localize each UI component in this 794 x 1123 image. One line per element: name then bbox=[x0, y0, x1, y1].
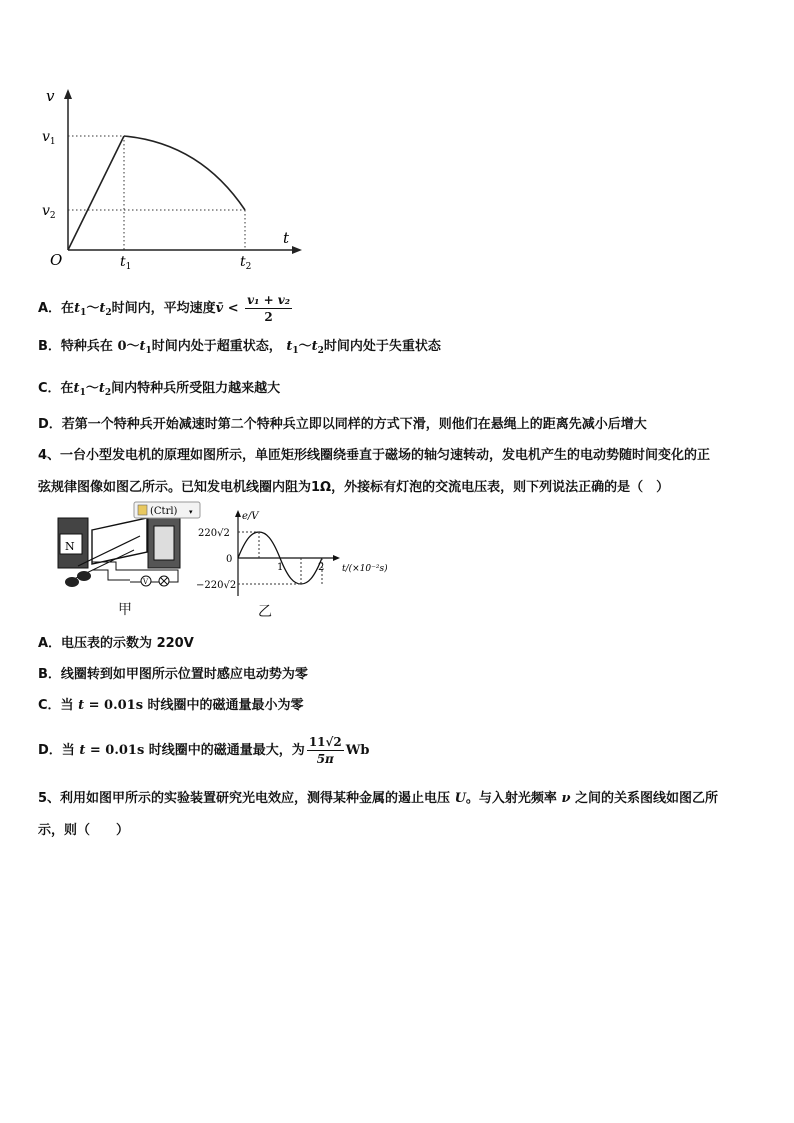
q4-option-d: D．当 t = 0.01s 时线圈中的磁通量最大，为 $\frac{11√2}{5\pi}$ Wb bbox=[38, 735, 370, 766]
x-axis-arrow bbox=[292, 246, 302, 254]
y-axis-arrow bbox=[64, 89, 72, 99]
emf-max-label: 220√2 bbox=[198, 528, 230, 539]
q5-stem-line1: 5、利用如图甲所示的实验装置研究光电效应，测得某种金属的遏止电压 U。与入射光频率 ν 之间的关系图线如图乙所 bbox=[38, 791, 719, 806]
svg-text:▾: ▾ bbox=[189, 508, 193, 516]
emf-time-graph bbox=[196, 508, 406, 600]
q5-stem-line2: 示，则（ ） bbox=[38, 823, 130, 838]
origin-label: O bbox=[50, 251, 63, 269]
q3-option-d: D．若第一个特种兵开始减速时第二个特种兵立即以同样的方式下滑，则他们在悬绳上的距离先减小后增大 bbox=[38, 417, 647, 432]
slip-ring-1 bbox=[65, 577, 79, 587]
svg-text:(Ctrl): (Ctrl) bbox=[150, 506, 178, 517]
flux-fraction: $\frac{11√2}{5\pi}$ bbox=[308, 735, 342, 766]
velocity-time-graph bbox=[40, 85, 310, 270]
y-axis-label: v bbox=[46, 87, 55, 105]
acceleration-segment bbox=[68, 136, 124, 250]
deceleration-curve bbox=[124, 136, 245, 210]
slip-ring-2 bbox=[77, 571, 91, 581]
emf-tick-2: 2 bbox=[318, 562, 325, 573]
emf-min-label: −220√2 bbox=[196, 580, 237, 591]
q4-option-b: B．线圈转到如甲图所示位置时感应电动势为零 bbox=[38, 667, 308, 682]
figure-jia-caption: 甲 bbox=[118, 602, 132, 618]
q4-stem-line2: 弦规律图像如图乙所示。已知发电机线圈内阻为1Ω，外接标有灯泡的交流电压表，则下列说法正确的是（ ） bbox=[38, 480, 670, 495]
q4-stem-line1: 4、一台小型发电机的原理如图所示，单匝矩形线圈绕垂直于磁场的轴匀速转动，发电机产生的电动势随时间变化的正 bbox=[38, 448, 711, 463]
figure-yi-caption: 乙 bbox=[258, 604, 272, 620]
emf-ylabel: e/V bbox=[242, 511, 259, 522]
emf-zero-label: 0 bbox=[226, 554, 233, 565]
v2-tick-label: $v_2$ bbox=[42, 203, 56, 221]
x-axis-label: t bbox=[283, 229, 290, 247]
magnet-n-label: N bbox=[65, 540, 75, 553]
average-velocity-fraction: $\frac{\text{v₁ + v₂}}{2}$ bbox=[247, 293, 291, 324]
generator-apparatus-figure bbox=[52, 500, 202, 598]
svg-text:V: V bbox=[143, 578, 149, 586]
emf-tick-1: 1 bbox=[277, 562, 284, 573]
q4-option-c: C．当 t = 0.01s 时线圈中的磁通量最小为零 bbox=[38, 698, 304, 713]
t2-tick-label: $t_2$ bbox=[240, 254, 252, 270]
emf-xlabel: t/(×10⁻²s) bbox=[342, 564, 388, 574]
q3-option-a: A．在$t_1\sim t_2$时间内，平均速度v̄ < $\frac{\text{v₁ + v₂}}{2}$ bbox=[38, 293, 291, 324]
q3-option-c: C．在$t_1\sim t_2$间内特种兵所受阻力越来越大 bbox=[38, 381, 281, 398]
q4-option-a: A．电压表的示数为 220V bbox=[38, 636, 194, 651]
t1-tick-label: $t_1$ bbox=[120, 254, 132, 270]
q3-option-b: B．特种兵在 $0\sim t_1$时间内处于超重状态， $t_1\sim t_2$时间内处于失重状态 bbox=[38, 339, 441, 356]
v1-tick-label: $v_1$ bbox=[42, 129, 56, 147]
